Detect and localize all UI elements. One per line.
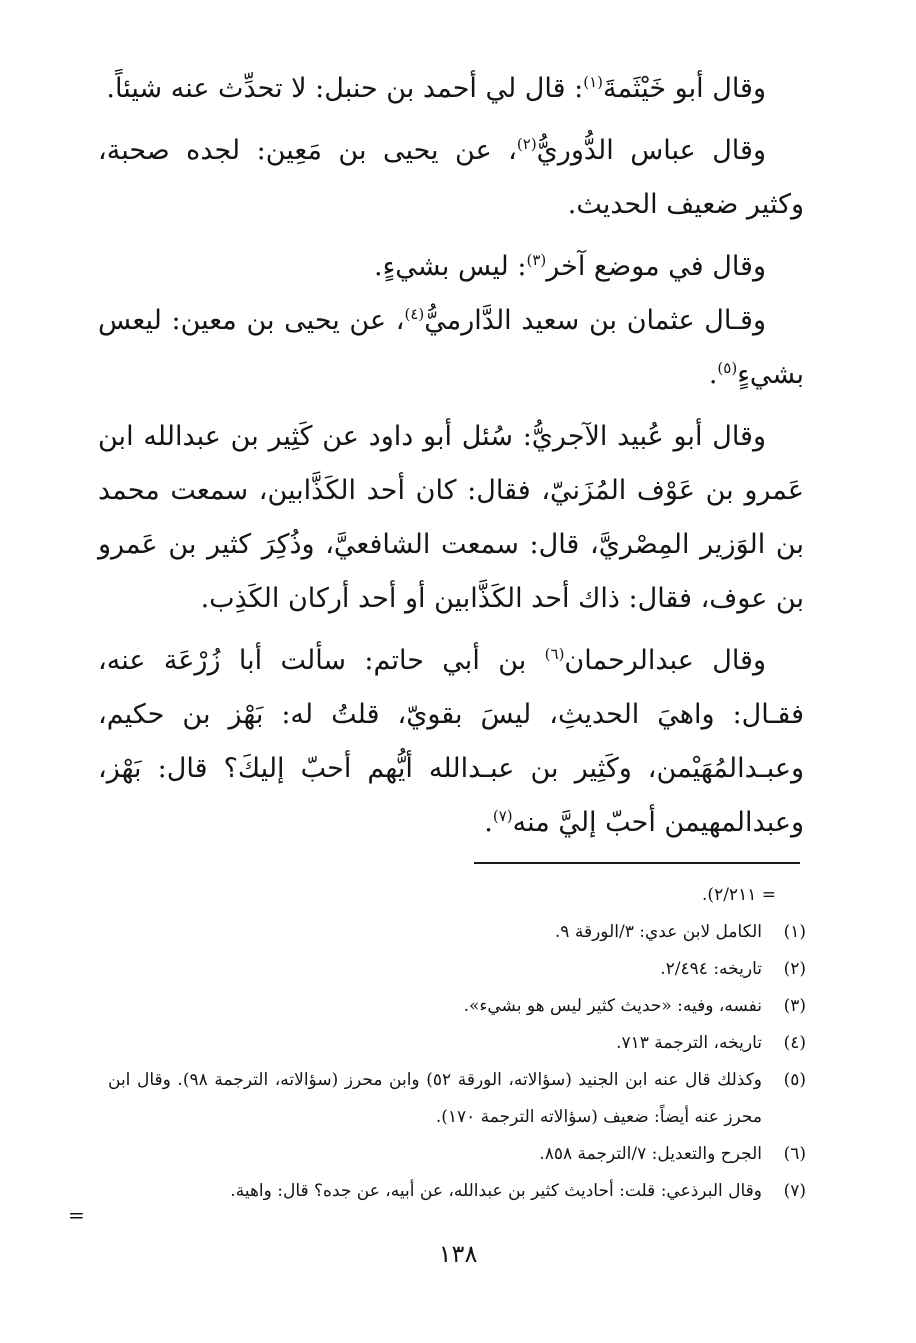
footnote-2 [108, 951, 806, 988]
footnote-number: (١) [783, 922, 806, 942]
footnote-number: (٢) [783, 959, 806, 979]
footnote-3 [108, 988, 806, 1025]
footnote-ref[interactable]: (١) [583, 73, 603, 91]
main-text [98, 62, 804, 858]
footnote-5 [108, 1062, 806, 1136]
text-run: ، عن يحيى بن مَعِين: لجده صحبة، وكثير ضعيف الحديث. [98, 135, 804, 220]
text-run: وقال عباس الدُّوريُّ [536, 135, 766, 166]
paragraph-6 [98, 634, 804, 850]
footnote-text: الكامل لابن عدي: ٣/الورقة ٩. [554, 922, 762, 942]
footnote-number: (٥) [783, 1070, 806, 1090]
footnote-continuation: = ٢/٢١١). [702, 885, 776, 905]
footnote-ref[interactable]: (٧) [492, 807, 513, 825]
footnote-text: تاريخه: ٢/٤٩٤. [660, 959, 762, 979]
continues-mark: = [68, 1203, 85, 1227]
text-run: وقال في موضع آخر [546, 251, 766, 282]
page-number: ١٣٨ [438, 1240, 478, 1268]
footnote-number: (٣) [783, 996, 806, 1016]
footnote-text: نفسه، وفيه: «حديث كثير ليس هو بشيء». [463, 996, 762, 1016]
text-run: . [484, 807, 493, 838]
footnote-number: (٦) [783, 1144, 806, 1164]
paragraph-2 [98, 124, 804, 232]
footnote-text: الجرح والتعديل: ٧/الترجمة ٨٥٨. [539, 1144, 762, 1164]
text-run: . [708, 359, 718, 390]
text-run: : ليس بشيءٍ. [374, 251, 527, 282]
paragraph-3 [98, 240, 804, 294]
text-run: بن أبي حاتم: سألت أبا زُرْعَة عنه، فقـال: واهيَ الحديثِ، ليسَ بقويّ، قلتُ له: بَهْز بن حكيم، وعبـدالمُهَيْمن، وكَثِير بن عبـدالله أيُّهم أحبّ إليكَ؟ قال: بَهْز، وعبدالمهيمن أحبّ إليَّ منه [98, 645, 804, 838]
footnote-ref[interactable]: (٦) [544, 645, 565, 663]
paragraph-5: وقال أبو عُبيد الآجريُّ: سُئل أبو داود عن كَثِير بن عبدالله ابن عَمرو بن عَوْف المُزَنيّ، فقال: كان أحد الكَذَّابين، سمعت محمد بن الوَزير المِصْريَّ، قال: سمعت الشافعيَّ، وذُكِرَ كثير بن عَمرو بن عوف، فقال: ذاك أحد الكَذَّابين أو أحد أركان الكَذِب. [98, 421, 804, 614]
footnote-4 [108, 1025, 806, 1062]
text-run: : قال لي أحمد بن حنبل: لا تحدِّث عنه شيئاً. [106, 73, 584, 104]
footnote-ref[interactable]: (٣) [526, 251, 547, 269]
footnotes [108, 877, 806, 1210]
text-run: وقال عبدالرحمان [564, 645, 766, 676]
text-run: وقـال عثمان بن سعيد الدَّارميُّ [424, 305, 766, 336]
text-run: ، عن يحيى بن معين: ليعس بشيءٍ [98, 305, 804, 390]
footnote-text: تاريخه، الترجمة ٧١٣. [616, 1033, 762, 1053]
footnote-ref[interactable]: (٥) [717, 359, 738, 377]
text-run: وقال أبو خَيْثَمةَ [603, 73, 766, 104]
paragraph-4 [98, 294, 804, 402]
footnote-ref[interactable]: (٢) [516, 135, 537, 153]
footnote-text: وقال البرذعي: قلت: أحاديث كثير بن عبدالله، عن أبيه، عن جده؟ قال: واهية. [230, 1181, 762, 1201]
footnote-1 [108, 914, 806, 951]
footnote-text: وكذلك قال عنه ابن الجنيد (سؤالاته، الورقة ٥٢) وابن محرز (سؤالاته، الترجمة ٩٨). وقال ابن محرز عنه أيضاً: ضعيف (سؤالاته الترجمة ١٧٠). [108, 1070, 763, 1127]
footnote-number: (٤) [783, 1033, 806, 1053]
footnote-ref[interactable]: (٤) [404, 305, 425, 323]
footnote-divider [474, 862, 800, 864]
footnote-7 [108, 1173, 806, 1210]
footnote-6 [108, 1136, 806, 1173]
paragraph-1 [98, 62, 804, 116]
footnote-number: (٧) [783, 1181, 806, 1201]
